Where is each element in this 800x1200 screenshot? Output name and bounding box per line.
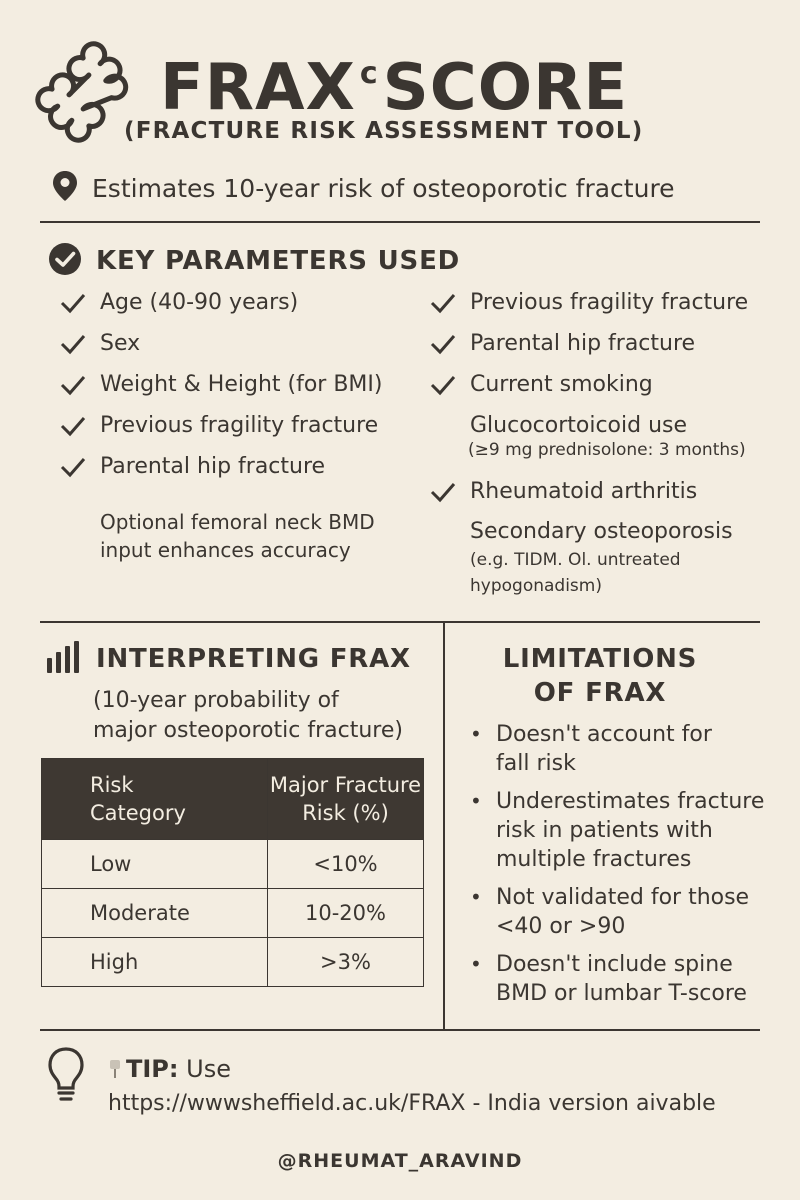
check-circle-icon: [48, 242, 82, 280]
list-item: [470, 720, 780, 778]
table-row: [42, 840, 424, 889]
check-icon: [60, 413, 86, 439]
author-handle: @RHEUMAT_ARAVIND: [277, 1150, 523, 1172]
list-item: [60, 454, 382, 480]
interpreting-subtitle: [93, 686, 403, 746]
check-icon: [430, 479, 456, 505]
params-title: KEY PARAMETERS USED: [96, 246, 461, 276]
bmd-note: [100, 508, 375, 564]
bmd-note-line2: input enhances accuracy: [100, 538, 351, 562]
check-icon: [60, 331, 86, 357]
list-item: [60, 372, 382, 398]
param-label: Parental hip fracture: [470, 331, 696, 356]
table-row: [42, 889, 424, 938]
table-header-risk: [268, 759, 424, 840]
limitation-text: Doesn't account for: [496, 722, 712, 747]
param-label: Weight & Height (for BMI): [100, 372, 383, 397]
risk-category: Moderate: [42, 889, 268, 938]
limitation-text: Doesn't include spine: [496, 952, 733, 977]
title-end: SCORE: [382, 51, 629, 125]
risk-value: 10-20%: [268, 889, 424, 938]
param-label: Previous fragility fracture: [100, 413, 379, 438]
list-item: [430, 413, 748, 461]
divider: [40, 221, 760, 223]
list-item: [60, 290, 382, 316]
bullet-icon: •: [470, 885, 482, 909]
pin-icon: [108, 1057, 122, 1077]
interpreting-header: [46, 640, 411, 678]
bar-chart-icon: [46, 640, 82, 678]
list-item: [60, 331, 382, 357]
params-left-list: [60, 290, 382, 480]
list-item: [430, 331, 748, 357]
header-text: Category: [90, 801, 186, 825]
params-header: [48, 242, 460, 280]
param-detail: (e.g. TIDM. Ol. untreated: [470, 550, 681, 570]
divider: [40, 621, 760, 623]
list-item: [430, 519, 748, 597]
param-label: Sex: [100, 331, 141, 356]
tip-heading: [108, 1055, 231, 1083]
param-label: Parental hip fracture: [100, 454, 326, 479]
param-label: Secondary osteoporosis: [470, 519, 733, 544]
limitations-list: [470, 720, 780, 1017]
tip-url: https://wwwsheffield.ac.uk/FRAX - India version aivable: [108, 1091, 716, 1116]
param-label: Current smoking: [470, 372, 653, 397]
list-item: [430, 479, 748, 505]
page-subtitle: (FRACTURE RISK ASSESSMENT TOOL): [124, 118, 644, 144]
bullet-icon: •: [470, 952, 482, 976]
table-header-category: [42, 759, 268, 840]
limitations-title-line1: LIMITATIONS: [502, 644, 698, 674]
check-icon: [60, 454, 86, 480]
table-header-row: [42, 759, 424, 840]
risk-value: >3%: [268, 938, 424, 987]
risk-table: [41, 758, 424, 987]
list-item: [470, 883, 780, 941]
header-text: Major Fracture: [269, 773, 422, 797]
limitations-title: [480, 642, 720, 710]
title-superscript: c: [359, 56, 379, 91]
list-item: [470, 950, 780, 1008]
lightbulb-icon: [48, 1047, 84, 1107]
check-icon: [60, 290, 86, 316]
check-icon: [430, 290, 456, 316]
title-main: FRAX: [160, 51, 356, 125]
interpreting-subtitle-line1: (10-year probability of: [93, 688, 339, 713]
check-icon: [430, 372, 456, 398]
estimate-row: [52, 170, 675, 206]
check-icon: [60, 372, 86, 398]
limitation-text: Not validated for those: [496, 885, 750, 910]
divider: [40, 1029, 760, 1031]
bone-icon: [34, 40, 138, 144]
column-divider: [443, 621, 445, 1029]
param-detail: hypogonadism): [470, 576, 602, 596]
risk-value: <10%: [268, 840, 424, 889]
limitation-text: Underestimates fracture: [496, 789, 765, 814]
estimate-text: Estimates 10-year risk of osteoporotic fracture: [92, 173, 675, 203]
header-text: Risk: [90, 773, 134, 797]
limitation-text: multiple fractures: [496, 847, 692, 872]
header-text: Risk (%): [302, 801, 389, 825]
bmd-note-line1: Optional femoral neck BMD: [100, 510, 375, 534]
list-item: [430, 372, 748, 398]
param-label: Rheumatoid arthritis: [470, 479, 698, 504]
risk-category: High: [42, 938, 268, 987]
interpreting-title: INTERPRETING FRAX: [96, 644, 411, 674]
risk-category: Low: [42, 840, 268, 889]
limitation-text: risk in patients with: [496, 818, 713, 843]
param-detail: (≥9 mg prednisolone: 3 months): [468, 440, 746, 460]
interpreting-subtitle-line2: major osteoporotic fracture): [93, 718, 403, 743]
param-label: Previous fragility fracture: [470, 290, 749, 315]
param-label: Glucocortoicoid use: [470, 413, 688, 438]
page-title: [160, 34, 628, 128]
list-item: [430, 290, 748, 316]
check-icon: [430, 331, 456, 357]
limitation-text: BMD or lumbar T-score: [496, 981, 747, 1006]
limitation-text: <40 or >90: [496, 914, 626, 939]
list-item: [470, 787, 780, 874]
bullet-icon: •: [470, 722, 482, 746]
tip-label: TIP:: [126, 1055, 179, 1083]
limitation-text: fall risk: [496, 751, 576, 776]
param-label: Age (40-90 years): [100, 290, 299, 315]
bullet-icon: •: [470, 789, 482, 813]
table-row: [42, 938, 424, 987]
params-right-list: [430, 290, 748, 597]
tip-text: Use: [178, 1055, 231, 1083]
limitations-title-line2: OF FRAX: [533, 678, 667, 708]
list-item: [60, 413, 382, 439]
location-pin-icon: [52, 170, 78, 206]
